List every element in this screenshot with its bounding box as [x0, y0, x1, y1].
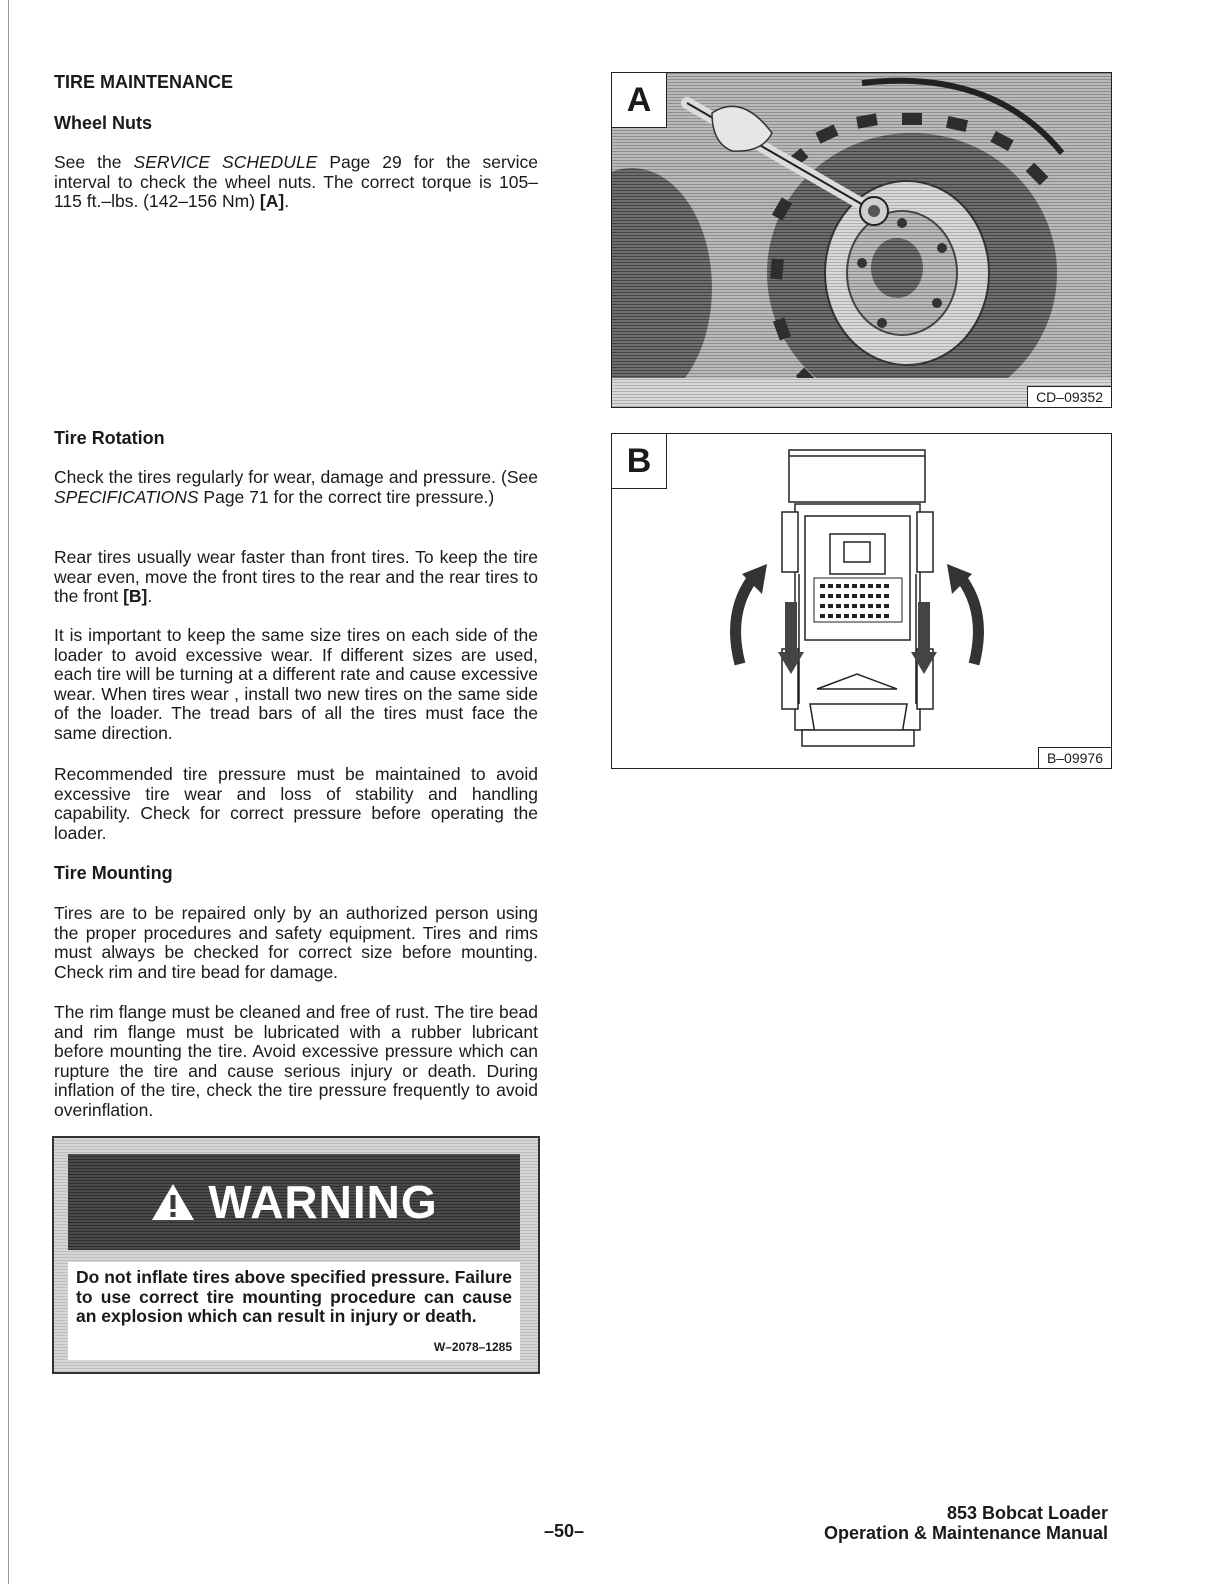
- figure-b: [611, 433, 1112, 769]
- section-title: TIRE MAINTENANCE: [54, 72, 233, 92]
- warning-header: [68, 1154, 520, 1250]
- warning-triangle-icon: [150, 1182, 196, 1222]
- wheel-nuts-paragraph: See the SERVICE SCHEDULE Page 29 for the service interval to check the wheel nuts. The correct torque is 105–115 ft.–lbs. (142–156 Nm) [A].: [54, 152, 538, 211]
- rotation-arrow-icon: [736, 564, 804, 674]
- tire-rotation-paragraph-1: Check the tires regularly for wear, damage and pressure. (See SPECIFICATIONS Page 71 for the correct tire pressure.): [54, 467, 538, 507]
- footer-title: 853 Bobcat Loader: [946, 1503, 1108, 1523]
- loader-top-view-diagram: [612, 434, 1111, 768]
- footer-subtitle: Operation & Maintenance Manual: [823, 1523, 1108, 1543]
- figure-a-reference: [A]: [259, 191, 285, 211]
- warning-body: [68, 1262, 520, 1360]
- heading-wheel-nuts: Wheel Nuts: [54, 113, 153, 133]
- rotation-arrow-icon: [911, 564, 978, 674]
- warning-title: WARNING: [208, 1176, 438, 1228]
- footer: [824, 1503, 1108, 1543]
- tire-mounting-paragraph-1: Tires are to be repaired only by an authorized person using the proper procedures and safety equipment. Tires and rims must always be checked for correct size before mounting. Check rim and tire bead for damage.: [54, 903, 538, 982]
- page-edge-line: [8, 0, 9, 1584]
- heading-tire-mounting: Tire Mounting: [54, 863, 173, 883]
- tire-rotation-paragraph-3: It is important to keep the same size tires on each side of the loader to avoid excessive wear. If different sizes are used, each tire will be turning at a different rate and cause excessive wear. When tires wear , install two new tires on the same side of the loader. The tread bars of all the tires must face the same direction.: [54, 625, 538, 743]
- warning-box: [52, 1136, 540, 1374]
- figure-a: [611, 72, 1112, 408]
- figure-a-code: CD–09352: [1027, 386, 1111, 407]
- warning-text: Do not inflate tires above specified pressure. Failure to use correct tire mounting procedure can cause an explosion which can result in injury or death.: [76, 1267, 512, 1326]
- tire-mounting-paragraph-2: The rim flange must be cleaned and free of rust. The tire bead and rim flange must be lubricated with a rubber lubricant before mounting the tire. Avoid excessive pressure which can rupture the tire and cause serious injury or death. During inflation of the tire, check the tire pressure frequently to avoid overinflation.: [54, 1002, 538, 1120]
- tire-rotation-paragraph-2: Rear tires usually wear faster than front tires. To keep the tire wear even, move the front tires to the rear and the rear tires to the front [B].: [54, 547, 538, 606]
- service-schedule-reference: SERVICE SCHEDULE: [133, 152, 318, 172]
- specifications-reference: SPECIFICATIONS: [54, 486, 199, 507]
- warning-code: W–2078–1285: [433, 1340, 512, 1354]
- figure-b-label: B: [612, 434, 667, 489]
- figure-a-label: A: [612, 73, 667, 128]
- figure-b-code: B–09976: [1038, 747, 1111, 768]
- page-number: –50–: [544, 1521, 585, 1541]
- tire-wrench-illustration: [612, 73, 1111, 407]
- figure-b-reference: [B]: [123, 586, 148, 606]
- tire-rotation-paragraph-4: Recommended tire pressure must be maintained to avoid excessive tire wear and loss of stability and handling capability. Check for correct pressure before operating the loader.: [54, 764, 538, 843]
- heading-tire-rotation: Tire Rotation: [54, 428, 165, 448]
